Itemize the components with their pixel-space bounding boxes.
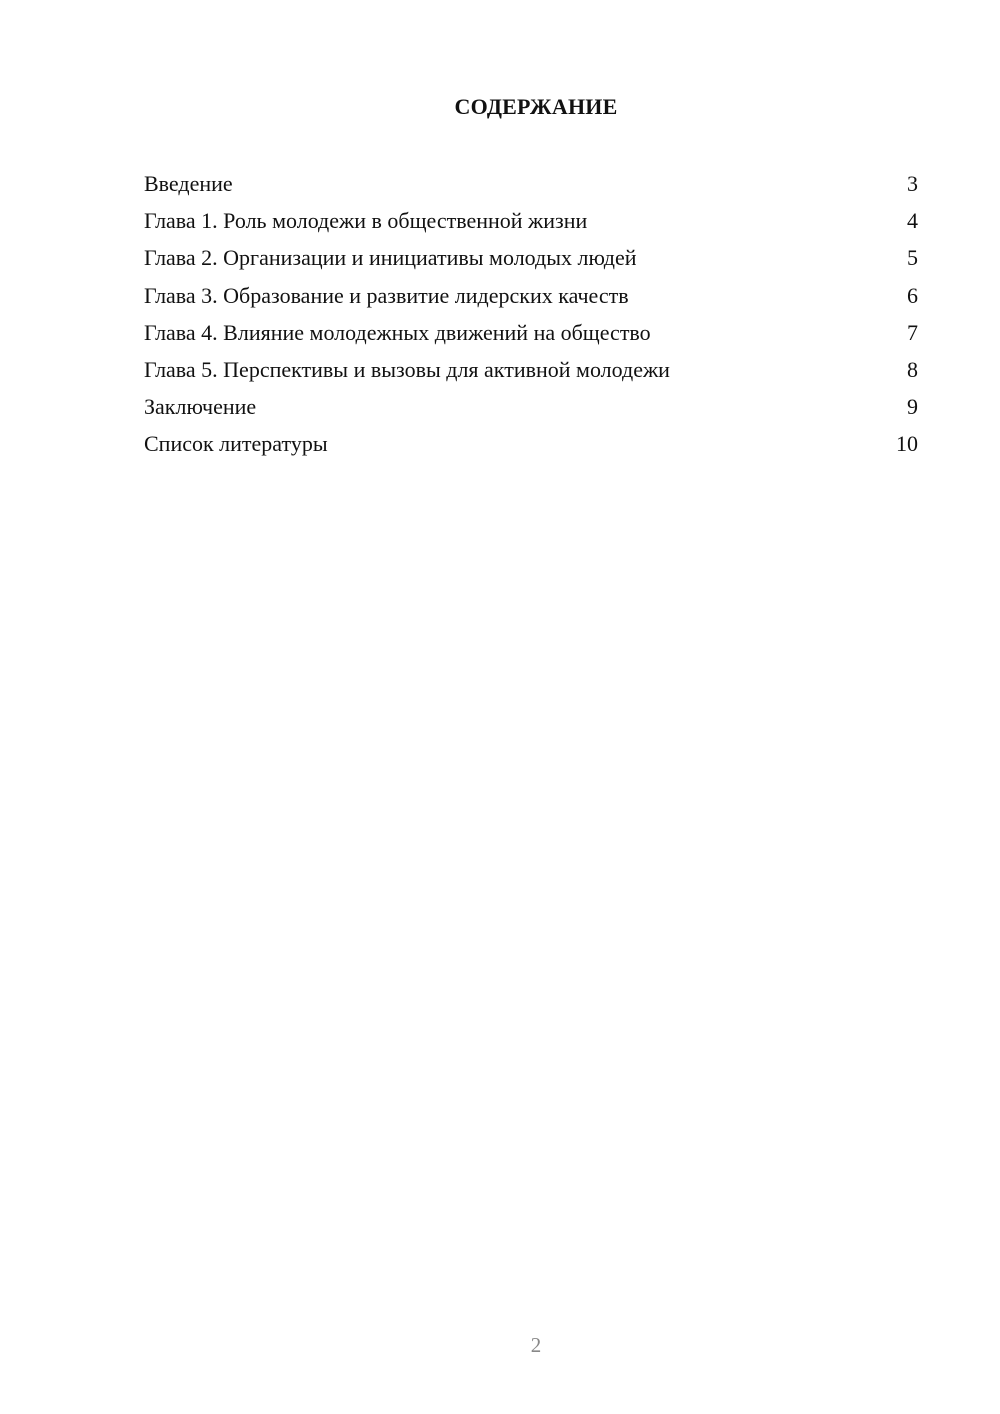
toc-entry-conclusion [144,391,918,428]
toc-entry-page: 9 [907,394,918,420]
page-title: СОДЕРЖАНИЕ [454,94,618,119]
toc-entry-label: Глава 5. Перспективы и вызовы для активной молодежи [144,356,670,382]
table-of-contents [144,168,918,466]
toc-entry-page: 7 [907,319,918,345]
toc-entry-page: 10 [896,431,918,457]
toc-entry-label: Глава 4. Влияние молодежных движений на общество [144,319,651,345]
toc-entry-bibliography [144,428,918,465]
toc-entry-chapter-1 [144,205,918,242]
toc-entry-page: 3 [907,171,918,196]
toc-entry-chapter-5 [144,354,918,391]
toc-entry-label: Список литературы [144,431,328,457]
toc-entry-page: 4 [907,208,918,234]
toc-entry-label: Глава 3. Образование и развитие лидерских качеств [144,282,629,308]
toc-entry-page: 8 [907,356,918,382]
toc-entry-introduction [144,168,918,205]
toc-entry-label: Заключение [144,394,257,420]
toc-entry-label: Глава 1. Роль молодежи в общественной жизни [144,208,588,234]
toc-entry-chapter-4 [144,317,918,354]
toc-entry-label: Введение [144,171,233,196]
toc-entry-page: 6 [907,282,918,308]
page-number: 2 [530,1333,542,1357]
toc-entry-page: 5 [907,245,918,271]
toc-entry-chapter-2 [144,242,918,279]
toc-entry-chapter-3 [144,280,918,317]
toc-entry-label: Глава 2. Организации и инициативы молодых людей [144,245,637,271]
